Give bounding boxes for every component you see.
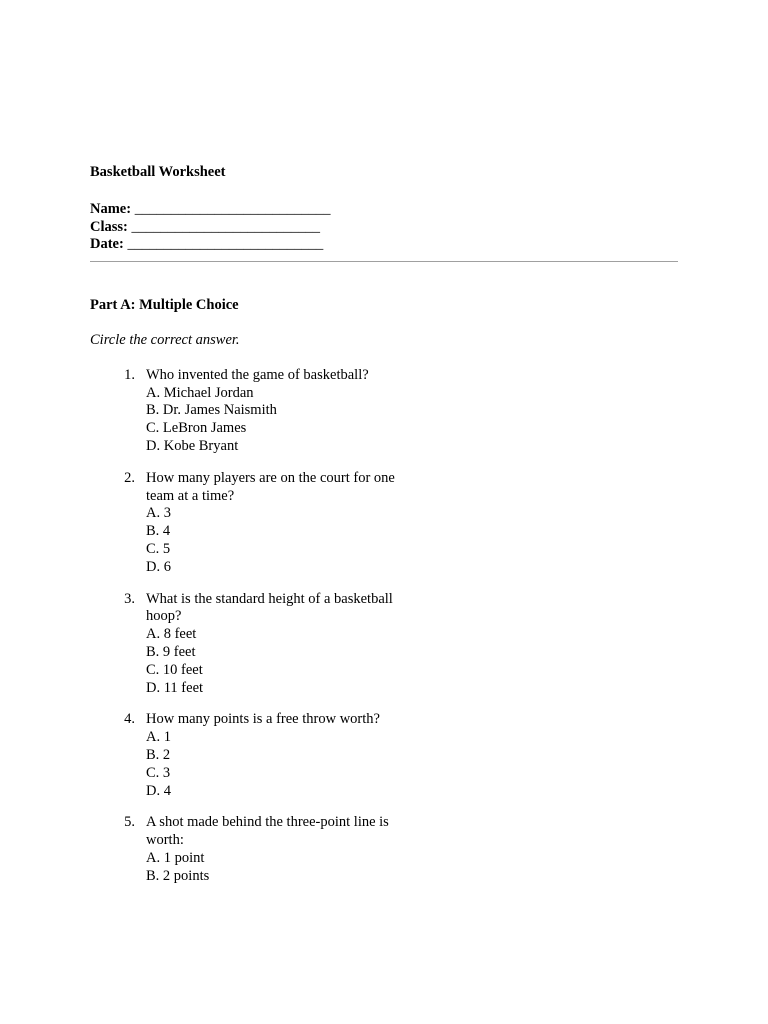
question-number: 3. (124, 590, 135, 607)
class-field[interactable] (90, 219, 680, 237)
question-5 (90, 814, 680, 885)
question-text: Who invented the game of basketball? (146, 366, 369, 383)
question-text: How many players are on the court for one team at a time? (146, 469, 395, 504)
question-number: 4. (124, 711, 135, 728)
answer-option[interactable]: A. 1 (146, 729, 171, 746)
name-field[interactable] (90, 201, 680, 219)
answer-option[interactable]: D. 6 (146, 558, 171, 575)
name-label: Name: (90, 200, 132, 217)
question-number: 2. (124, 469, 135, 486)
answer-options (146, 850, 416, 886)
answer-option[interactable]: C. 5 (146, 540, 171, 557)
answer-options (146, 505, 416, 576)
answer-option[interactable]: A. 8 feet (146, 626, 197, 643)
question-text: How many points is a free throw worth? (146, 711, 380, 728)
answer-option[interactable]: B. 2 points (146, 867, 210, 884)
answer-option[interactable]: D. 11 feet (146, 679, 204, 696)
answer-option[interactable]: D. Kobe Bryant (146, 437, 239, 454)
name-blank[interactable]: ___________________________ (134, 200, 331, 217)
answer-option[interactable]: B. 2 (146, 746, 171, 763)
divider-rule (90, 261, 678, 262)
question-text: A shot made behind the three-point line is worth: (146, 814, 389, 849)
date-blank[interactable]: ___________________________ (127, 236, 324, 253)
answer-option[interactable]: C. 3 (146, 764, 171, 781)
question-number: 1. (124, 366, 135, 383)
student-info-fields (90, 201, 680, 254)
answer-option[interactable]: B. 4 (146, 523, 171, 540)
worksheet-title: Basketball Worksheet (90, 164, 226, 180)
answer-option[interactable]: A. 3 (146, 505, 171, 522)
answer-options (146, 626, 416, 697)
question-list (90, 367, 680, 886)
answer-option[interactable]: D. 4 (146, 782, 171, 799)
part-a-instructions: Circle the correct answer. (90, 331, 240, 348)
answer-option[interactable]: C. LeBron James (146, 420, 247, 437)
question-3 (90, 591, 680, 698)
question-1 (90, 367, 680, 456)
answer-options (146, 385, 416, 456)
date-field[interactable] (90, 236, 680, 254)
question-2 (90, 470, 680, 577)
answer-option[interactable]: A. 1 point (146, 849, 205, 866)
part-a-heading: Part A: Multiple Choice (90, 297, 239, 314)
answer-option[interactable]: A. Michael Jordan (146, 384, 254, 401)
answer-option[interactable]: B. Dr. James Naismith (146, 402, 277, 419)
worksheet-page (90, 164, 680, 900)
date-label: Date: (90, 236, 124, 253)
class-blank[interactable]: __________________________ (131, 218, 320, 235)
question-4 (90, 711, 680, 800)
answer-option[interactable]: C. 10 feet (146, 661, 203, 678)
question-text: What is the standard height of a basketball hoop? (146, 590, 393, 625)
answer-options (146, 729, 416, 800)
answer-option[interactable]: B. 9 feet (146, 643, 196, 660)
question-number: 5. (124, 814, 135, 831)
class-label: Class: (90, 218, 128, 235)
